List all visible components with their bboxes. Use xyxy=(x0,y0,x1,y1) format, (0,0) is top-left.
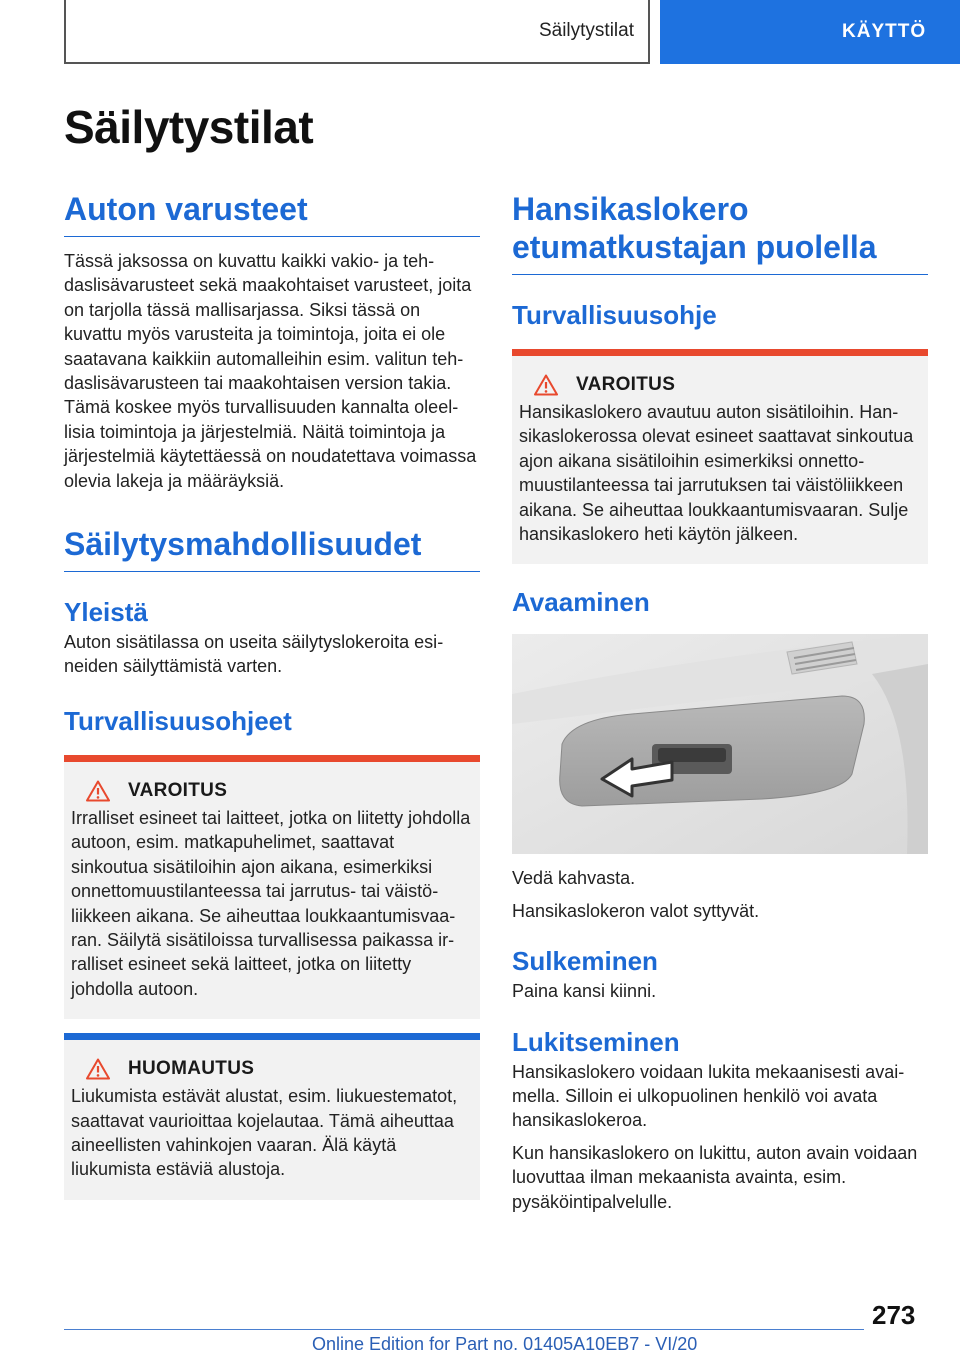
warning-label: VAROITUS xyxy=(128,779,228,801)
opening-step-1: Vedä kahvasta. xyxy=(512,868,636,889)
equipment-heading: Auton varusteet xyxy=(64,190,480,237)
notice-text: Liukumista estävät alustat, esim. liukuestematot, saattavat vaurioittaa kojelautaa. Tämä aiheuttaa aineellisten vahinkojen vaaran. Älä käytä liukumista estäviä alustoja. xyxy=(71,1086,458,1180)
opening-step-2: Hansikaslokeron valot syttyvät. xyxy=(512,900,760,921)
glovebox-warning-text: Hansikaslokero avautuu auton sisätiloihin. Hansikaslokerossa olevat esineet saattavat sinkoutua ajon aikana sisätiloihin esimerkiksi onnettomuustilanteessa tai jarrutuksen tai väistöliikkeen aikana. Se aiheuttaa loukkaantumisvaaran. Sulje hansikaslokero heti käytön jälkeen. xyxy=(519,402,914,545)
general-heading: Yleistä xyxy=(64,597,148,628)
footer-divider xyxy=(64,1329,864,1330)
general-text: Auton sisätilassa on useita säilytyslokeroita esineiden säilyttämistä varten. xyxy=(64,632,444,677)
warning-header xyxy=(71,780,472,802)
glovebox-warning-box xyxy=(512,349,928,564)
warning-triangle-icon xyxy=(86,780,110,802)
locking-text-2: Kun hansikaslokero on lukittu, auton avain voidaan luovuttaa ilman mekaanista avainta, esim. pysäköintipalvelulle. xyxy=(512,1142,918,1212)
header-chapter-tab xyxy=(660,0,960,64)
storage-heading: Säilytysmahdollisuudet xyxy=(64,525,480,572)
locking-heading: Lukitseminen xyxy=(512,1026,680,1057)
header-section-title: Säilytystilat xyxy=(538,20,634,41)
left-column xyxy=(64,190,480,1200)
page-title: Säilytystilat xyxy=(64,101,314,153)
warning-text: Irralliset esineet tai laitteet, jotka on liitetty johdolla autoon, esim. matkapuhelimet, saattavat sinkoutua sisätiloihin ajon aikana, esimerkiksi onnettomuustilanteessa tai jarrutus- tai väistöliikkeen aikana. Se aiheuttaa loukkaantumisvaaran. Säilytä sisätiloissa turvallisessa paikassa irralliset esineet sekä laitteet, jotka on liitetty johdolla autoon. xyxy=(71,807,471,999)
right-column xyxy=(512,190,928,1214)
header-chapter-title: KÄYTTÖ xyxy=(842,21,927,42)
equipment-text: Tässä jaksossa on kuvattu kaikki vakio- ja tehdaslisävarusteet sekä maakohtaiset varusteet, joita on tarjolla tässä mallisarjassa. Siksi tässä on kuvattu myös varusteita ja toimintoja, joita ei ole saatavana kaikkiin automalleihin esim. valitun tehdaslisävarusteen tai maakohtaisen version takia. Tämä koskee myös turvallisuuden kannalta oleellisia toimintoja ja järjestelmiä. Näitä toimintoja ja järjestelmiä käytettäessä on noudatettava voimassa olevia lakeja ja määräyksiä. xyxy=(64,251,477,491)
closing-heading: Sulkeminen xyxy=(512,946,658,977)
locking-text-1: Hansikaslokero voidaan lukita mekaanisesti avaimella. Silloin ei ulkopuolinen henkilö voi avata hansikaslokeroa. xyxy=(512,1061,905,1131)
notice-label: HUOMAUTUS xyxy=(128,1058,255,1080)
glovebox-heading: Hansikaslokero etumatkustajan puolella xyxy=(512,190,928,275)
safety-instruction-heading: Turvallisuusohje xyxy=(512,300,717,330)
glovebox-warning-header xyxy=(519,374,920,396)
notice-header xyxy=(71,1058,472,1080)
header-section-tab xyxy=(64,0,650,64)
safety-instructions-heading: Turvallisuusohjeet xyxy=(64,705,292,736)
glovebox-illustration xyxy=(512,634,928,854)
closing-text: Paina kansi kiinni. xyxy=(512,981,657,1002)
opening-heading: Avaaminen xyxy=(512,587,650,618)
glovebox-photo xyxy=(512,634,928,854)
glovebox-warning-label: VAROITUS xyxy=(576,374,676,395)
footer-edition: Online Edition for Part no. 01405A10EB7 - VI/20 xyxy=(312,1334,698,1354)
warning-triangle-icon xyxy=(534,374,558,396)
warning-box xyxy=(64,755,480,1019)
page-number: 273 xyxy=(872,1300,916,1330)
notice-box xyxy=(64,1033,480,1200)
warning-triangle-icon xyxy=(86,1058,110,1080)
